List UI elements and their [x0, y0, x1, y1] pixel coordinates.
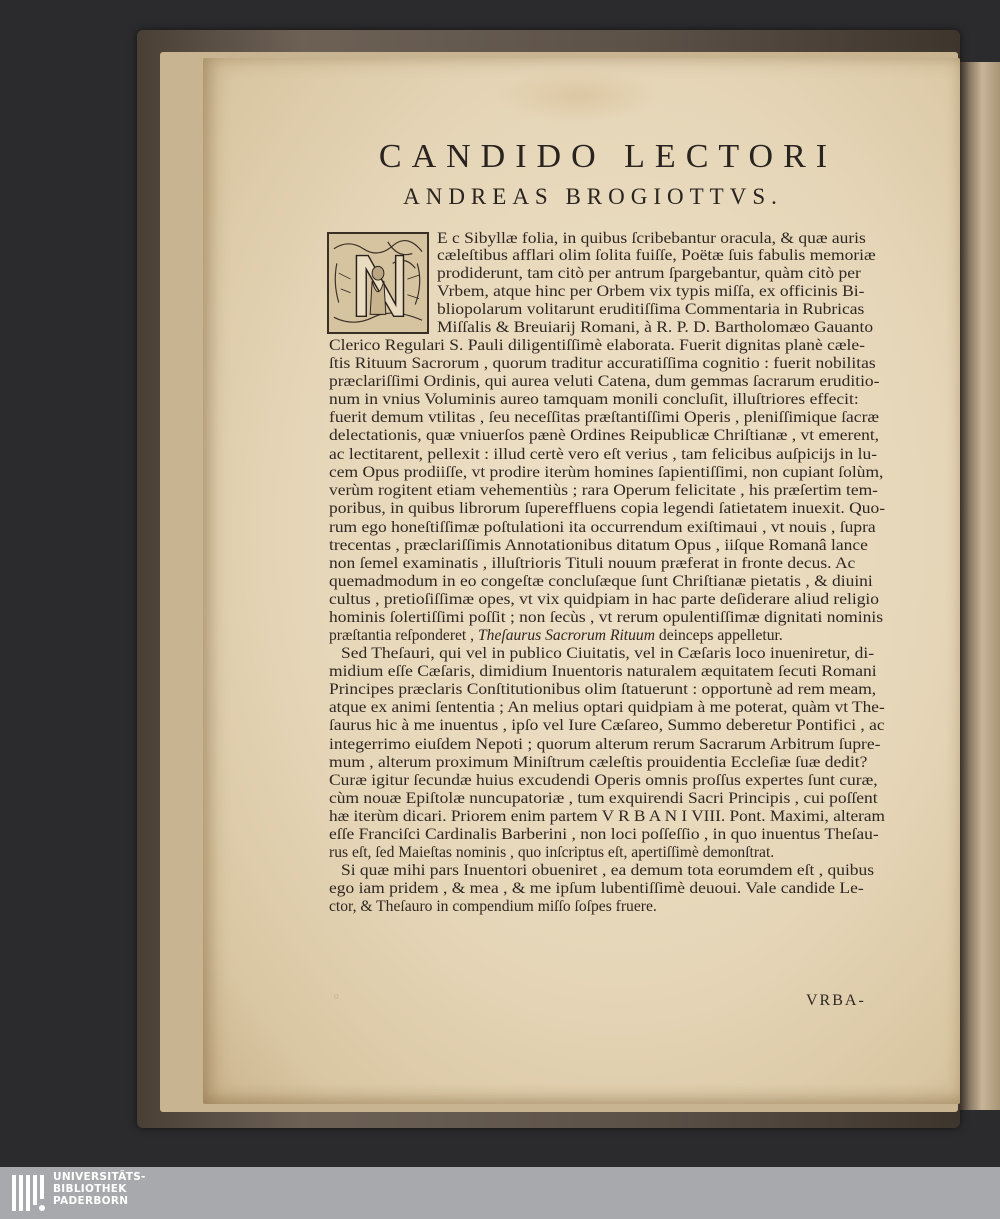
text-line: ſaurus hic à me inuentus , ipſo vel Iure Cæſareo, Summo deberetur Pontifici , ac	[329, 717, 885, 734]
text-line: fuerit demum vtilitas , ſeu neceſſitas præſtantiſſimi Operis , pleniſſimique ſacræ	[329, 409, 880, 426]
text-line: Sed Theſauri, qui vel in publico Ciuitatis, vel in Cæſaris loco inueniretur, di-	[341, 645, 875, 662]
text-line: quemadmodum in eo congeſtæ concluſæque ſunt Chriſtianæ pietatis , & diuini	[329, 573, 873, 590]
text-line: non ſemel examinatis , illuſtrioris Tituli nouum præferat in fronte decus. Ac	[329, 555, 856, 572]
text-line: num in vnius Voluminis aureo tamquam monili concluſit, illuſtriores effecit:	[329, 391, 859, 408]
text-line: rus eſt, ſed Maieſtas nominis , quo inſcriptus eſt, apertiſſimè demonſtrat.	[329, 844, 775, 861]
library-name	[53, 1171, 146, 1207]
text-line: cultus , pretioſiſſimæ opes, vt vix quidpiam in hac parte deſiderare aliud religio	[329, 591, 880, 608]
footer-bar	[0, 1167, 1000, 1219]
text-line: ac lectitarent, pellexit : illud certè vero eſt verius , tam felicibus auſpicijs in lu-	[329, 446, 878, 463]
text-line: integerrimo eiuſdem Nepoti ; quorum alterum rerum Sacrarum Arbitrum ſupre-	[329, 736, 881, 753]
page-subtitle: ANDREAS BROGIOTTVS.	[403, 184, 783, 209]
water-stain	[493, 68, 663, 123]
faint-ink-mark: ◦	[333, 986, 340, 1006]
library-name-line2: BIBLIOTHEK	[53, 1183, 127, 1195]
text-line: E c Sibyllæ folia, in quibus ſcribebantur oracula, & quæ auris	[437, 230, 866, 247]
text-line: Clerico Regulari S. Pauli diligentiſſimè elaborata. Fuerit dignitas planè cæle-	[329, 337, 865, 354]
text-line: eſſe Franciſci Cardinalis Barberini , non loci poſſeſſio , in quo inuentus Theſau-	[329, 826, 879, 843]
text-line: ctor, & Theſauro in compendium miſſo ſoſpes fruere.	[329, 898, 657, 915]
text-line: prodiderunt, tam citò per antrum ſpargebantur, quàm citò per	[437, 265, 861, 282]
text-line: midium eſſe Cæſaris, dimidium Inuentoris naturalem æquitatem ſecuti Romani	[329, 663, 877, 680]
text-line: Si quæ mihi pars Inuentori obueniret , ea demum tota eorumdem eſt , quibus	[341, 862, 875, 879]
italic-title-text: Theſaurus Sacrorum Rituum	[477, 627, 655, 644]
text-line: præclariſſimi Ordinis, qui aurea veluti Catena, dum gemmas ſacrarum eruditio-	[329, 373, 880, 390]
university-library-logo-icon	[10, 1171, 50, 1215]
text-line: verùm rogitent etiam vehementiùs ; rara Operum felicitate , his præſertim tem-	[329, 482, 879, 499]
right-page-edge	[960, 62, 1000, 1110]
text-line: trecentas , præclariſſimis Annotationibus ditatum Opus , iiſque Romanâ lance	[329, 537, 868, 554]
text-line: hominis ſolertiſſimi poſſit ; non ſecùs , vt rerum opulentiſſimæ dignitati nominis	[329, 609, 884, 626]
text-line: Miſſalis & Breuiarij Romani, à R. P. D. Bartholomæo Gauanto	[437, 319, 874, 336]
text-line: rum ego honeſtiſſimæ poſtulationi ita occurrendum exiſtimaui , vt nouis , ſupra	[329, 519, 876, 536]
library-name-line3: PADERBORN	[53, 1195, 129, 1207]
text-line: Vrbem, atque hinc per Orbem vix typis miſſa, ex officinis Bi-	[437, 283, 865, 300]
text-line: Principes præclaris Conſtitutionibus olim ſtatuerunt : opportunè ad rem meam,	[329, 681, 877, 698]
text-line: Curæ igitur ſecundæ huius excudendi Operis omnis proſſus expertes ſunt curæ,	[329, 772, 878, 789]
woodcut-initial-n-icon	[327, 232, 429, 334]
text-line: cùm nouæ Epiſtolæ nuncupatoriæ , tum exquirendi Sacri Principis , cui poſſent	[329, 790, 878, 807]
book-page	[203, 58, 960, 1104]
text-line: præſtantia reſponderet , Theſaurus Sacrorum Rituum deinceps appelletur.	[329, 627, 783, 644]
text-line: ſtis Rituum Sacrorum , quorum traditur accuratiſſima cognitio : fuerit nobilitas	[329, 355, 876, 372]
text-line: cæleſtibus afflari olim ſolita fuiſſe, Poëtæ ſuis fabulis memoriæ	[437, 247, 876, 264]
text-line: ego iam pridem , & mea , & me ipſum lubentiſſimè deuoui. Vale candide Le-	[329, 880, 864, 897]
library-name-line1: UNIVERSITÄTS-	[53, 1171, 146, 1183]
text-line: bliopolarum volitarunt eruditiſſima Commentaria in Rubricas	[437, 301, 865, 318]
text-line: delectationis, quæ vniuerſos pænè Ordines Reipublicæ Chriſtianæ , vt emerent,	[329, 427, 880, 444]
text-line: hæ iterùm dicari. Priorem enim partem V R B A N I VIII. Pont. Maximi, alteram	[329, 808, 885, 825]
text-line: poribus, in quibus librorum ſupereffluens copia legendi ſatietatem inuexit. Quo-	[329, 500, 886, 517]
page-title: CANDIDO LECTORI	[378, 138, 838, 175]
text-line: mum , alterum proximum Miniſtrum cæleſtis prouidentia Eccleſiæ ſuæ dedit?	[329, 754, 868, 771]
text-line: atque ex animi ſententia ; An melius optari quidpiam à me poterat, quàm vt The-	[329, 699, 885, 716]
text-line: cem Opus prodiiſſe, vt prodire iterùm homines ſapientiſſimi, non cupiant ſolùm,	[329, 464, 884, 481]
catchword: VRBA-	[806, 992, 866, 1009]
